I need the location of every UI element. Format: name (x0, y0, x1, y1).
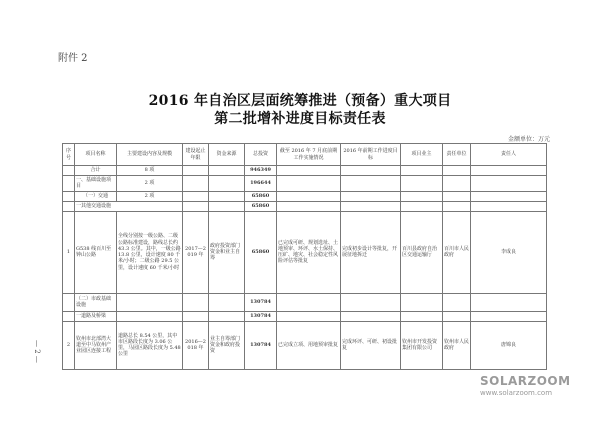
cell-target: 完成初步设计等批复，开展征地拆迁 (341, 211, 401, 293)
cell-content: 全线分别按一级公路、二级公路标准建设，路线总长约 43.3 公里。其中，一级公路 13.8 公里，设计速度 80 千米/小时；二级公路 29.5 公里，设计速度 60 千米/小时 (117, 211, 183, 293)
cell-person (471, 191, 547, 201)
watermark-logo (480, 374, 571, 397)
cell-person: 李成良 (471, 211, 547, 293)
cell-owner (401, 191, 443, 201)
cell-status (277, 176, 341, 192)
cell-owner (401, 201, 443, 211)
cell-funding: 业主自筹部门资金和政府投资 (209, 321, 245, 369)
header-status: 截至 2016 年 7 月底前期工作实施情况 (277, 144, 341, 166)
cell-funding (209, 311, 245, 321)
cell-name: （一）交通 (75, 191, 117, 201)
cell-total: 65860 (245, 191, 277, 201)
cell-unit (443, 311, 471, 321)
cell-years (183, 176, 209, 192)
cell-name: 合计 (75, 166, 117, 176)
cell-seq (63, 166, 75, 176)
cell-total: 130784 (245, 321, 277, 369)
cell-total: 65860 (245, 211, 277, 293)
table-row (63, 191, 547, 201)
cell-target (341, 191, 401, 201)
cell-funding: 政府投资部门资金和业主自筹 (209, 211, 245, 293)
cell-unit (443, 166, 471, 176)
cell-funding (209, 176, 245, 192)
cell-seq: 2 (63, 321, 75, 369)
cell-status (277, 166, 341, 176)
amount-unit-note: 金额单位：万元 (508, 136, 551, 143)
project-table (62, 143, 547, 370)
header-seq: 序号 (63, 144, 75, 166)
cell-years (183, 201, 209, 211)
watermark-url: www.solarzoom.com (480, 389, 553, 397)
header-unit: 责任单位 (443, 144, 471, 166)
cell-name: （二）市政基础设施 (75, 293, 117, 311)
cell-total: 65860 (245, 201, 277, 211)
header-target: 2016 年前期工作进度目标 (341, 144, 401, 166)
cell-name: 一道路及桥梁 (75, 311, 117, 321)
header-years: 建设起止年限 (183, 144, 209, 166)
cell-status (277, 293, 341, 311)
attachment-label: 附件 2 (58, 53, 88, 64)
table-row (63, 166, 547, 176)
cell-content: 道路总长 8.54 公里，其中市区路段长度为 3.06 公里，马园区路段长度为 5.48 公里 (117, 321, 183, 369)
table-row (63, 176, 547, 192)
cell-target: 完成环评、可研、初设批复 (341, 321, 401, 369)
cell-years: 2016—2018 年 (183, 321, 209, 369)
cell-unit (443, 293, 471, 311)
cell-status (277, 201, 341, 211)
cell-unit: 钦州市人民政府 (443, 321, 471, 369)
cell-funding (209, 201, 245, 211)
cell-funding (209, 166, 245, 176)
cell-owner: 百川县政府自治区交通运输厅 (401, 211, 443, 293)
page-number: — 2 — (33, 340, 41, 363)
cell-years: 2017—2019 年 (183, 211, 209, 293)
header-funding: 资金来源 (209, 144, 245, 166)
table-row (63, 293, 547, 311)
cell-status (277, 311, 341, 321)
cell-target (341, 176, 401, 192)
document-title-line1: 2016 年自治区层面统筹推进（预备）重大项目 (148, 93, 452, 109)
cell-target (341, 311, 401, 321)
table-header-row (63, 144, 547, 166)
cell-person: 唐锦良 (471, 321, 547, 369)
cell-seq (63, 191, 75, 201)
cell-content: 2 项 (117, 191, 183, 201)
cell-seq (63, 293, 75, 311)
cell-content: 8 项 (117, 166, 183, 176)
cell-years (183, 166, 209, 176)
cell-seq (63, 201, 75, 211)
cell-person (471, 176, 547, 192)
cell-years (183, 311, 209, 321)
cell-owner (401, 176, 443, 192)
cell-seq (63, 176, 75, 192)
cell-name: 一、基础设施项目 (75, 176, 117, 192)
table-row (63, 201, 547, 211)
table-row (63, 321, 547, 369)
table-row (63, 211, 547, 293)
header-owner: 项目业主 (401, 144, 443, 166)
cell-owner: 钦州市开发投资集团有限公司 (401, 321, 443, 369)
watermark-brand: SOLARZOOM (480, 374, 571, 388)
cell-funding (209, 293, 245, 311)
header-person: 责任人 (471, 144, 547, 166)
cell-total: 130784 (245, 293, 277, 311)
cell-seq: 1 (63, 211, 75, 293)
cell-owner (401, 311, 443, 321)
cell-unit (443, 191, 471, 201)
cell-total: 946349 (245, 166, 277, 176)
cell-person (471, 201, 547, 211)
cell-unit (443, 176, 471, 192)
cell-seq (63, 311, 75, 321)
cell-status: 已完成立项、用地预审批复 (277, 321, 341, 369)
cell-total: 196644 (245, 176, 277, 192)
cell-person (471, 293, 547, 311)
cell-status (277, 191, 341, 201)
cell-unit: 百川市人民政府 (443, 211, 471, 293)
cell-target (341, 293, 401, 311)
table-row (63, 311, 547, 321)
cell-years (183, 293, 209, 311)
header-total: 总投资 (245, 144, 277, 166)
cell-total: 130784 (245, 311, 277, 321)
document-title-line2: 第二批增补进度目标责任表 (214, 111, 386, 127)
cell-owner (401, 293, 443, 311)
cell-funding (209, 191, 245, 201)
cell-target (341, 166, 401, 176)
cell-content: 2 项 (117, 176, 183, 192)
cell-content (117, 293, 183, 311)
header-name: 项目名称 (75, 144, 117, 166)
cell-name: 一其他交通设施 (75, 201, 183, 211)
cell-person (471, 311, 547, 321)
cell-unit (443, 201, 471, 211)
cell-name: G538 线百川至钟山公路 (75, 211, 117, 293)
cell-status: 已完成可研、规划选址、土地预审、环评、水土保持、压矿、地灾、社会稳定性风险评估等批复 (277, 211, 341, 293)
cell-owner (401, 166, 443, 176)
cell-target (341, 201, 401, 211)
cell-years (183, 191, 209, 201)
cell-content (117, 311, 183, 321)
cell-person (471, 166, 547, 176)
cell-name: 钦州市北部湾大道至中马钦州产业园区连接工程 (75, 321, 117, 369)
header-content: 主要建设内容及规模 (117, 144, 183, 166)
